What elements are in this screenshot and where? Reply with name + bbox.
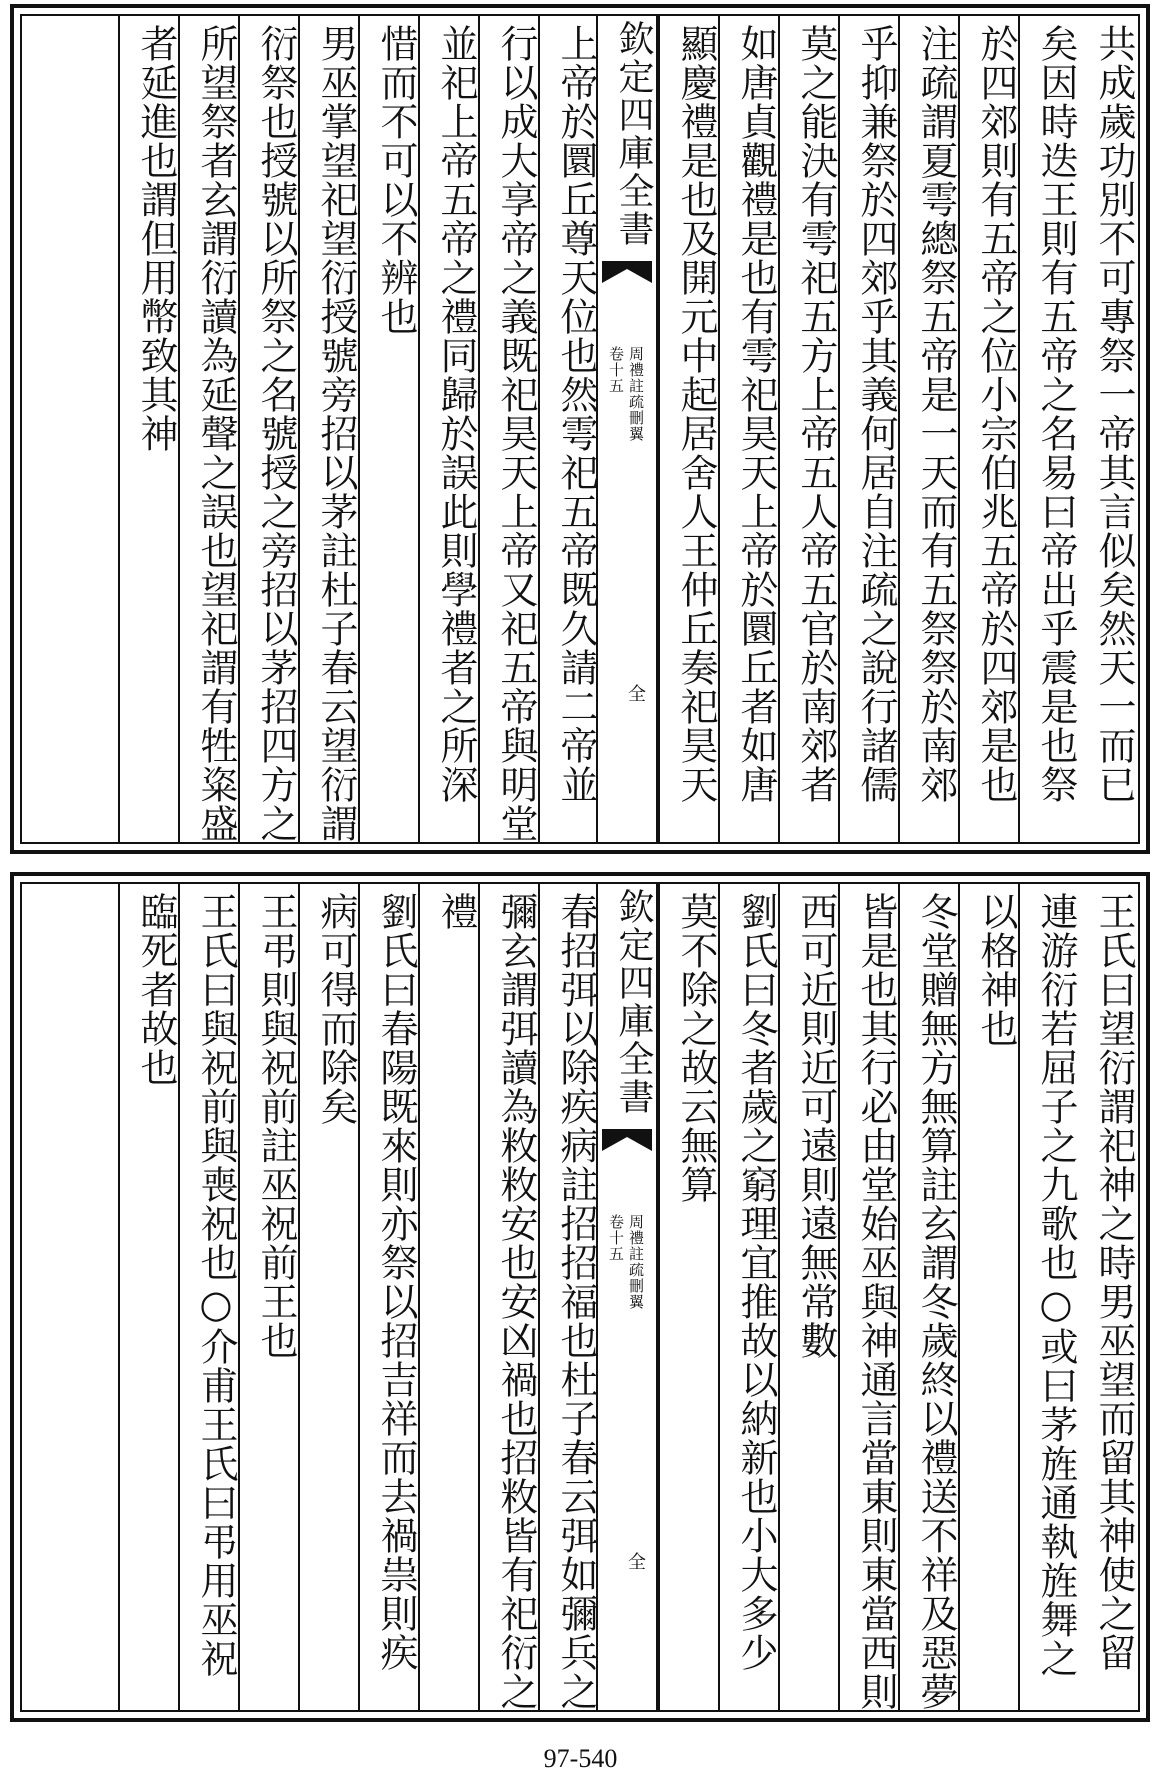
column-text: 王氏曰與祝前與喪祝也○介甫王氏曰弔用巫祝 xyxy=(194,892,238,1678)
text-column xyxy=(118,884,178,1710)
column-text: 所望祭者玄謂衍讀為延聲之誤也望祀謂有牲粢盛 xyxy=(194,24,238,843)
collection-title: 欽定四庫全書 xyxy=(613,888,654,1116)
text-column xyxy=(658,16,718,842)
collection-title: 欽定四庫全書 xyxy=(613,20,654,248)
text-column xyxy=(718,16,778,842)
text-column xyxy=(898,884,958,1710)
fishtail-mark-icon xyxy=(602,1129,652,1151)
column-text: 男巫掌望祀望衍授號旁招以茅註杜子春云望衍謂 xyxy=(314,24,358,843)
column-text: 病可得而除矣 xyxy=(314,892,358,1126)
volume-number: 卷十五 xyxy=(607,346,625,394)
column-text: 皆是也其行必由堂始巫與神通言當東則東當西則 xyxy=(854,892,898,1711)
text-column xyxy=(478,16,538,842)
fishtail-mark-icon xyxy=(602,261,652,283)
column-text: 共成歲功別不可專祭一帝其言似矣然天一而已 xyxy=(1092,24,1136,804)
column-text: 乎抑兼祭於四郊乎其義何居自注疏之說行諸儒 xyxy=(854,24,898,804)
column-text: 惜而不可以不辨也 xyxy=(374,24,418,336)
text-column xyxy=(178,16,238,842)
column-text: 莫不除之故云無算 xyxy=(674,892,718,1204)
column-text: 西可近則近可遠則遠無常數 xyxy=(794,892,838,1360)
column-text: 顯慶禮是也及開元中起居舍人王仲丘奏祀昊天 xyxy=(674,24,718,804)
column-text: 行以成大享帝之義既祀昊天上帝又祀五帝與明堂 xyxy=(494,24,538,843)
upper-page-inner-border xyxy=(20,14,1140,844)
text-column xyxy=(658,884,718,1710)
text-column xyxy=(418,884,478,1710)
text-column xyxy=(958,16,1018,842)
text-column xyxy=(538,884,598,1710)
column-text: 上帝於圜丘尊天位也然雩祀五帝既久請二帝並 xyxy=(554,24,598,804)
column-text: 王氏曰望衍謂祀神之時男巫望而留其神使之留 xyxy=(1092,892,1136,1672)
text-column xyxy=(418,16,478,842)
lower-page-frame xyxy=(10,872,1150,1722)
text-column xyxy=(1018,884,1078,1710)
column-text: 王弔則與祝前註巫祝前王也 xyxy=(254,892,298,1360)
column-text: 矣因時迭王則有五帝之名易曰帝出乎震是也祭 xyxy=(1034,24,1078,804)
text-column xyxy=(838,884,898,1710)
text-column xyxy=(778,884,838,1710)
text-column xyxy=(178,884,238,1710)
book-title: 周禮註疏刪翼 xyxy=(627,1214,645,1310)
volume-number: 卷十五 xyxy=(607,1214,625,1262)
text-column xyxy=(898,16,958,842)
text-column xyxy=(298,884,358,1710)
column-text: 於四郊則有五帝之位小宗伯兆五帝於四郊是也 xyxy=(974,24,1018,804)
column-text: 劉氏曰春陽既來則亦祭以招吉祥而去禍祟則疾 xyxy=(374,892,418,1672)
page-number: 97-540 xyxy=(543,1744,618,1773)
column-text: 連游衍若屈子之九歌也○或曰茅旌通執旌舞之 xyxy=(1034,892,1078,1678)
text-column xyxy=(478,884,538,1710)
column-text: 春招弭以除疾病註招招福也杜子春云弭如彌兵之 xyxy=(554,892,598,1711)
column-text: 彌玄謂弭讀為敉敉安也安凶禍也招敉皆有祀衍之 xyxy=(494,892,538,1711)
column-text: 以格神也 xyxy=(974,892,1018,1048)
column-text: 注疏謂夏雩總祭五帝是一天而有五祭祭於南郊 xyxy=(914,24,958,804)
column-text: 劉氏曰冬者歲之窮理宜推故以納新也小大多少 xyxy=(734,892,778,1672)
column-text: 並祀上帝五帝之禮同歸於誤此則學禮者之所深 xyxy=(434,24,478,804)
text-column xyxy=(838,16,898,842)
text-column xyxy=(1018,16,1078,842)
text-column xyxy=(1078,884,1138,1710)
column-text: 如唐貞觀禮是也有雩祀昊天上帝於圜丘者如唐 xyxy=(734,24,778,804)
column-text: 衍祭也授號以所祭之名號授之旁招以茅招四方之 xyxy=(254,24,298,843)
text-column xyxy=(118,16,178,842)
text-column xyxy=(358,16,418,842)
text-column xyxy=(238,16,298,842)
text-column xyxy=(238,884,298,1710)
text-column xyxy=(778,16,838,842)
upper-page-frame xyxy=(10,4,1150,854)
folio-mark: 全 xyxy=(625,684,646,702)
lower-page-inner-border xyxy=(20,882,1140,1712)
text-column xyxy=(538,16,598,842)
column-text: 禮 xyxy=(434,892,478,931)
text-column xyxy=(1078,16,1138,842)
text-column xyxy=(718,884,778,1710)
folio-mark: 全 xyxy=(625,1552,646,1570)
book-title: 周禮註疏刪翼 xyxy=(627,346,645,442)
text-column xyxy=(958,884,1018,1710)
text-column xyxy=(298,16,358,842)
column-text: 者延進也謂但用幣致其神 xyxy=(134,24,178,453)
text-column xyxy=(358,884,418,1710)
column-text: 莫之能決有雩祀五方上帝五人帝五官於南郊者 xyxy=(794,24,838,804)
column-text: 臨死者故也 xyxy=(134,892,178,1087)
column-text: 冬堂贈無方無算註玄謂冬歲終以禮送不祥及惡夢 xyxy=(914,892,958,1711)
